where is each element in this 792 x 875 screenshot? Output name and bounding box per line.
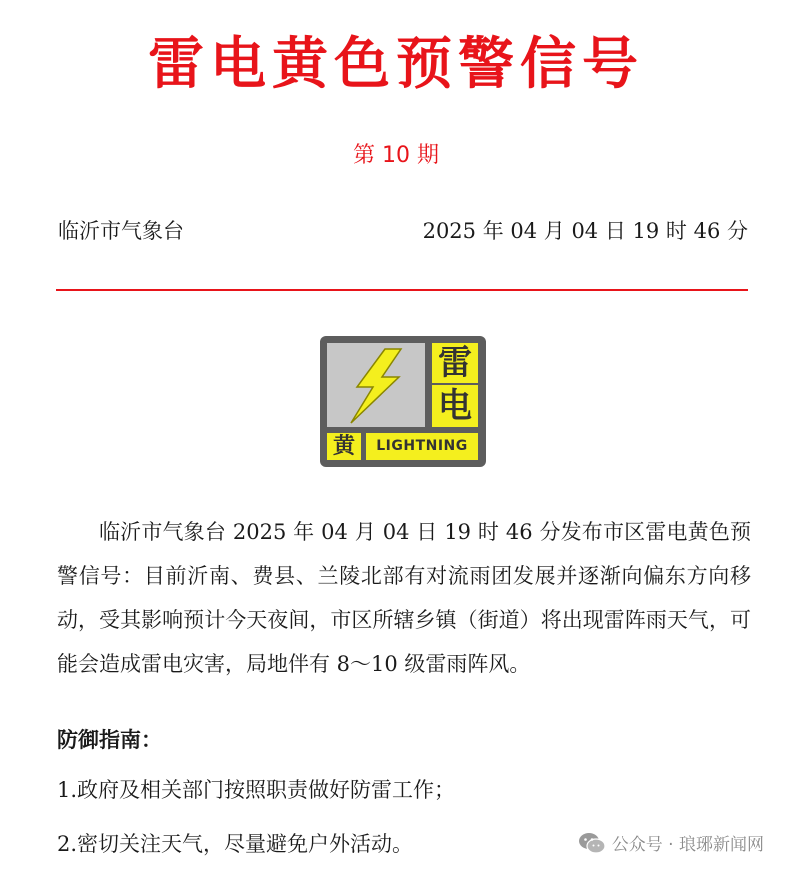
watermark — [578, 830, 764, 855]
guide-item: 2.密切关注天气，尽量避免户外活动。 — [57, 832, 414, 856]
issuer-name: 临沂市气象台 — [58, 219, 184, 243]
warning-paragraph: 临沂市气象台 2025 年 04 月 04 日 19 时 46 分发布市区雷电黄色预警信号：目前沂南、费县、兰陵北部有对流雨团发展并逐渐向偏东方向移动，受其影响预计今天夜间，市区所辖乡镇（街道）将出现雷阵雨天气，可能会造成雷电灾害，局地伴有 8～10 级雷雨阵风。 — [57, 520, 751, 676]
lightning-bolt-icon — [327, 343, 425, 427]
watermark-text: 公众号 · 琅琊新闻网 — [611, 835, 764, 855]
wechat-icon — [578, 832, 606, 854]
page-title: 雷电黄色预警信号 — [148, 32, 644, 97]
guide-item: 1.政府及相关部门按照职责做好防雷工作； — [57, 778, 456, 802]
signal-level-char: 黄 — [327, 433, 361, 460]
signal-icon-panel — [327, 343, 425, 427]
issue-datetime: 2025 年 04 月 04 日 19 时 46 分 — [422, 219, 748, 243]
issue-number: 第 10 期 — [353, 143, 439, 168]
signal-english-label: LIGHTNING — [366, 433, 478, 460]
red-divider — [56, 289, 748, 291]
warning-signal-badge — [320, 336, 486, 467]
signal-char-bottom: 电 — [432, 385, 478, 427]
signal-char-top: 雷 — [432, 343, 478, 383]
guide-heading: 防御指南： — [57, 728, 162, 752]
